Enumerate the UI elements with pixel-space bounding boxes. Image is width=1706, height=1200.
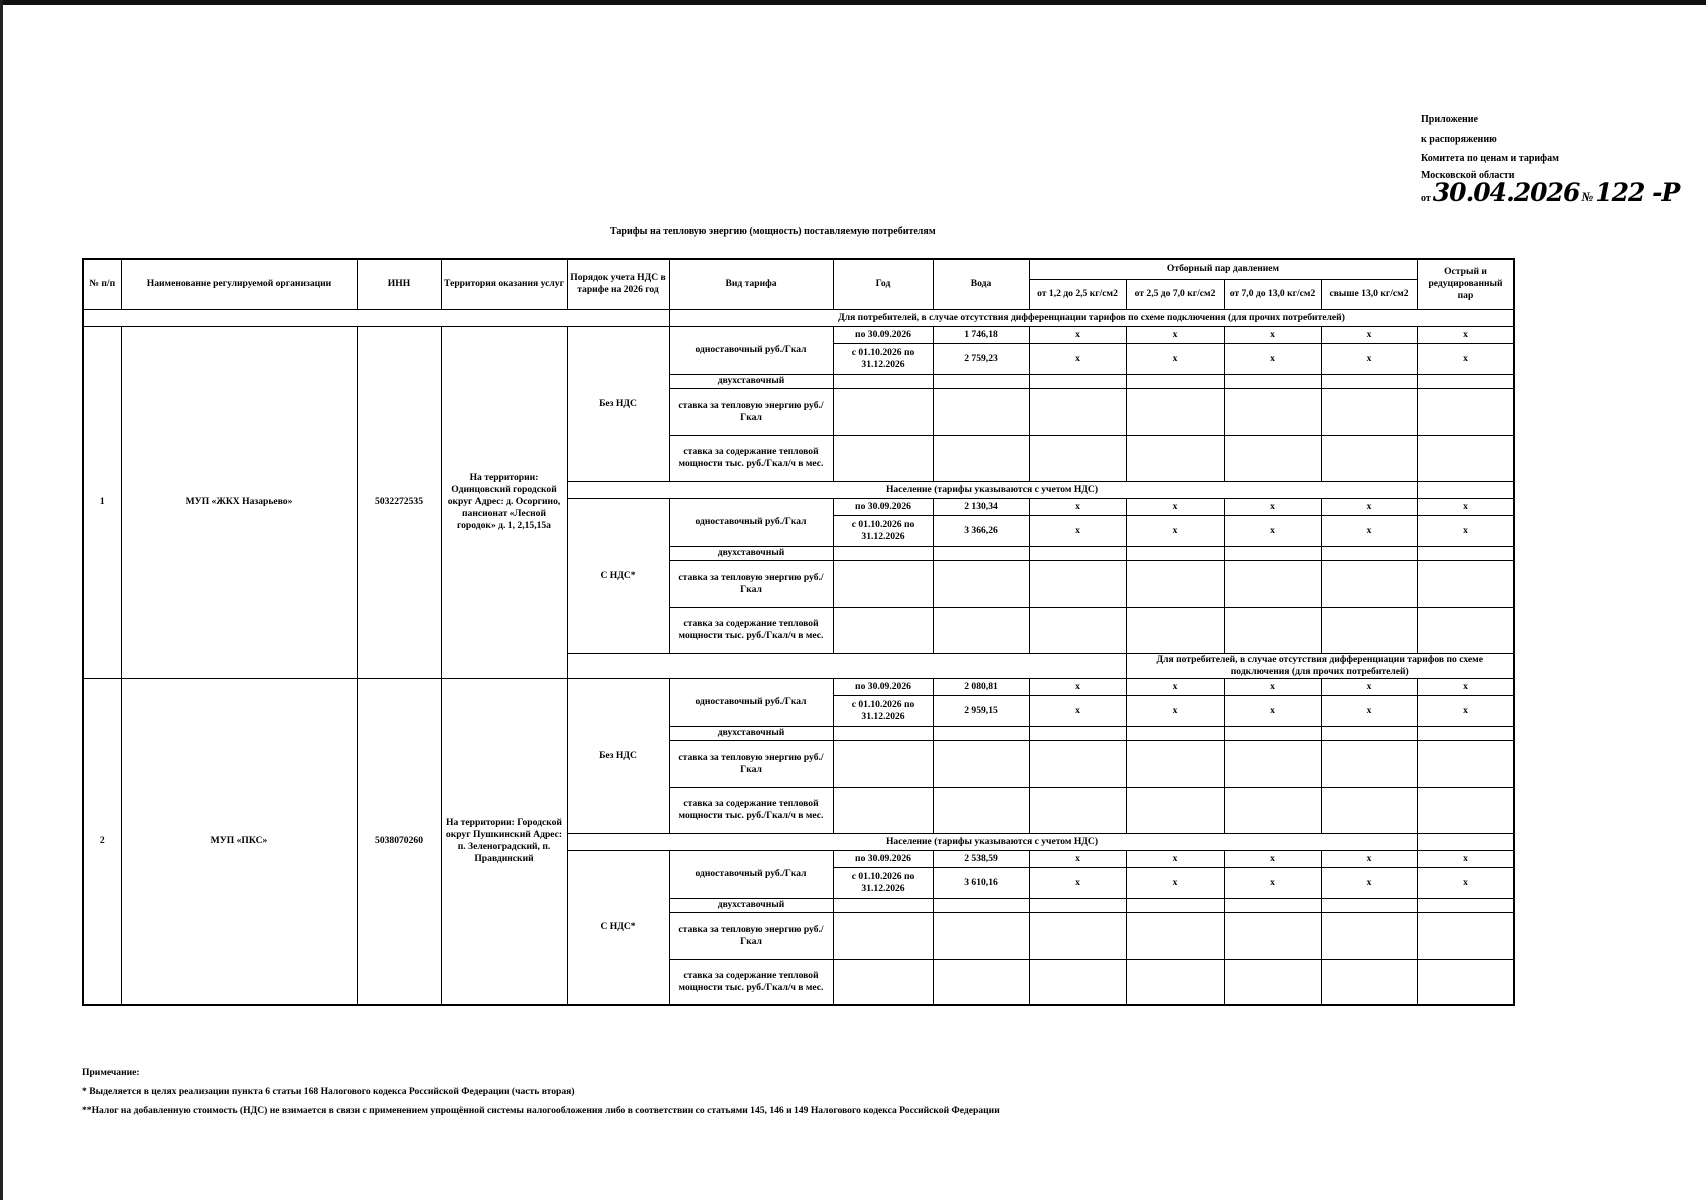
empty-cell bbox=[1029, 435, 1126, 481]
empty-cell bbox=[1029, 546, 1126, 560]
x-mark: х bbox=[1417, 326, 1514, 343]
x-mark: х bbox=[1321, 343, 1417, 374]
empty-cell bbox=[833, 959, 933, 1005]
one-rate-label: одноставочный руб./Гкал bbox=[669, 326, 833, 374]
header-steam-col: от 7,0 до 13,0 кг/см2 bbox=[1224, 279, 1321, 309]
org-name: МУП «ЖКХ Назарьево» bbox=[121, 326, 357, 678]
handwritten-date: 30.04.2026 bbox=[1432, 177, 1580, 207]
x-mark: х bbox=[1417, 498, 1514, 515]
empty-cell bbox=[1029, 959, 1126, 1005]
empty-cell bbox=[933, 388, 1029, 435]
empty-cell bbox=[1029, 607, 1126, 653]
empty-cell bbox=[933, 787, 1029, 833]
energy-rate-label: ставка за тепловую энергию руб./Гкал bbox=[669, 388, 833, 435]
empty-cell bbox=[1029, 740, 1126, 787]
number-sign: № bbox=[1581, 188, 1594, 204]
water-value: 1 746,18 bbox=[933, 326, 1029, 343]
section-population-label: Население (тарифы указываются с учетом НДС) bbox=[567, 833, 1417, 850]
header-steam-col: свыше 13,0 кг/см2 bbox=[1321, 279, 1417, 309]
period-1: по 30.09.2026 bbox=[833, 850, 933, 867]
header-territory: Территория оказания услуг bbox=[441, 259, 567, 309]
x-mark: х bbox=[1224, 326, 1321, 343]
empty-cell bbox=[1126, 388, 1224, 435]
empty-cell bbox=[1126, 959, 1224, 1005]
empty-cell bbox=[1126, 740, 1224, 787]
empty-cell bbox=[833, 374, 933, 388]
empty-cell bbox=[1126, 787, 1224, 833]
empty-cell bbox=[933, 546, 1029, 560]
empty-cell bbox=[1417, 787, 1514, 833]
empty-cell bbox=[1417, 959, 1514, 1005]
empty-cell bbox=[1417, 607, 1514, 653]
empty-cell bbox=[1126, 726, 1224, 740]
capacity-rate-label: ставка за содержание тепловой мощности тыс. руб./Гкал/ч в мес. bbox=[669, 787, 833, 833]
x-mark: х bbox=[1224, 867, 1321, 898]
x-mark: х bbox=[1224, 678, 1321, 695]
section-other-label: Для потребителей, в случае отсутствия дифференциации тарифов по схеме подключения (для прочих потребителей) bbox=[669, 309, 1514, 326]
empty-cell bbox=[933, 740, 1029, 787]
notes-block bbox=[82, 1063, 1000, 1120]
empty-cell bbox=[1321, 546, 1417, 560]
empty-cell bbox=[1321, 959, 1417, 1005]
period-1: по 30.09.2026 bbox=[833, 498, 933, 515]
x-mark: х bbox=[1321, 326, 1417, 343]
empty-cell bbox=[1224, 607, 1321, 653]
two-rate-label: двухставочный bbox=[669, 546, 833, 560]
empty-cell bbox=[1029, 787, 1126, 833]
handwritten-number: 122 -Р bbox=[1595, 177, 1680, 207]
period-2: с 01.10.2026 по 31.12.2026 bbox=[833, 867, 933, 898]
empty-cell bbox=[1126, 546, 1224, 560]
section-population-label: Население (тарифы указываются с учетом НДС) bbox=[567, 481, 1417, 498]
empty-cell bbox=[1029, 726, 1126, 740]
energy-rate-label: ставка за тепловую энергию руб./Гкал bbox=[669, 560, 833, 607]
water-value: 2 538,59 bbox=[933, 850, 1029, 867]
notes-title: Примечание: bbox=[82, 1067, 140, 1078]
empty-cell bbox=[833, 912, 933, 959]
empty-cell bbox=[1029, 898, 1126, 912]
org-inn: 5032272535 bbox=[357, 326, 441, 678]
empty-cell bbox=[1417, 726, 1514, 740]
empty-cell bbox=[1029, 374, 1126, 388]
appendix-line-4: Московской области bbox=[1421, 169, 1515, 181]
tariff-row-novat-p1 bbox=[83, 678, 1514, 695]
x-mark: х bbox=[1321, 695, 1417, 726]
x-mark: х bbox=[1224, 695, 1321, 726]
x-mark: х bbox=[1126, 498, 1224, 515]
period-2: с 01.10.2026 по 31.12.2026 bbox=[833, 515, 933, 546]
x-mark: х bbox=[1321, 515, 1417, 546]
x-mark: х bbox=[1029, 326, 1126, 343]
org-name: МУП «ПКС» bbox=[121, 678, 357, 1005]
empty-cell bbox=[933, 898, 1029, 912]
header-row bbox=[83, 259, 1514, 279]
empty-cell bbox=[833, 787, 933, 833]
header-sharp-steam: Острый и редуцированный пар bbox=[1417, 259, 1514, 309]
empty-cell bbox=[1126, 607, 1224, 653]
empty-cell bbox=[833, 607, 933, 653]
x-mark: х bbox=[1029, 678, 1126, 695]
empty-cell bbox=[1126, 898, 1224, 912]
water-value: 2 080,81 bbox=[933, 678, 1029, 695]
x-mark: х bbox=[1321, 867, 1417, 898]
empty-cell bbox=[1321, 726, 1417, 740]
empty-cell bbox=[833, 435, 933, 481]
empty-cell bbox=[1321, 787, 1417, 833]
empty-cell bbox=[833, 726, 933, 740]
empty-cell bbox=[1321, 898, 1417, 912]
empty-cell bbox=[1321, 607, 1417, 653]
x-mark: х bbox=[1417, 695, 1514, 726]
x-mark: х bbox=[1321, 850, 1417, 867]
capacity-rate-label: ставка за содержание тепловой мощности тыс. руб./Гкал/ч в мес. bbox=[669, 607, 833, 653]
empty-cell bbox=[933, 607, 1029, 653]
appendix-line-2: к распоряжению bbox=[1421, 133, 1497, 145]
scan-left-border bbox=[0, 0, 3, 1200]
header-num: № п/п bbox=[83, 259, 121, 309]
empty-cell bbox=[1224, 959, 1321, 1005]
appendix-block bbox=[1421, 110, 1679, 209]
empty-cell bbox=[1321, 912, 1417, 959]
section-blank bbox=[567, 653, 1126, 678]
empty-cell bbox=[1417, 898, 1514, 912]
empty-cell bbox=[1321, 740, 1417, 787]
section-other-row bbox=[83, 309, 1514, 326]
x-mark: х bbox=[1126, 326, 1224, 343]
x-mark: х bbox=[1029, 498, 1126, 515]
empty-cell bbox=[1224, 388, 1321, 435]
empty-cell bbox=[1126, 374, 1224, 388]
energy-rate-label: ставка за тепловую энергию руб./Гкал bbox=[669, 912, 833, 959]
scan-top-border bbox=[0, 0, 1706, 5]
period-1: по 30.09.2026 bbox=[833, 326, 933, 343]
two-rate-label: двухставочный bbox=[669, 374, 833, 388]
empty-cell bbox=[933, 435, 1029, 481]
energy-rate-label: ставка за тепловую энергию руб./Гкал bbox=[669, 740, 833, 787]
org-number: 1 bbox=[83, 326, 121, 678]
empty-cell bbox=[1224, 374, 1321, 388]
empty-cell bbox=[833, 740, 933, 787]
empty-cell bbox=[1321, 560, 1417, 607]
water-value: 2 759,23 bbox=[933, 343, 1029, 374]
one-rate-label: одноставочный руб./Гкал bbox=[669, 850, 833, 898]
header-org: Наименование регулируемой организации bbox=[121, 259, 357, 309]
empty-cell bbox=[933, 374, 1029, 388]
x-mark: х bbox=[1417, 343, 1514, 374]
empty-cell bbox=[1224, 912, 1321, 959]
x-mark: х bbox=[1126, 678, 1224, 695]
capacity-rate-label: ставка за содержание тепловой мощности тыс. руб./Гкал/ч в мес. bbox=[669, 435, 833, 481]
appendix-line-3: Комитета по ценам и тарифам bbox=[1421, 153, 1559, 164]
x-mark: х bbox=[1224, 850, 1321, 867]
tariff-row-novat-p1 bbox=[83, 326, 1514, 343]
x-mark: х bbox=[1417, 867, 1514, 898]
appendix-date-line bbox=[1421, 177, 1680, 209]
empty-cell bbox=[1417, 546, 1514, 560]
empty-cell bbox=[833, 898, 933, 912]
period-2: с 01.10.2026 по 31.12.2026 bbox=[833, 343, 933, 374]
empty-cell bbox=[833, 388, 933, 435]
header-steam-col: от 2,5 до 7,0 кг/см2 bbox=[1126, 279, 1224, 309]
x-mark: х bbox=[1417, 678, 1514, 695]
x-mark: х bbox=[1126, 515, 1224, 546]
date-prefix: от bbox=[1421, 192, 1431, 204]
x-mark: х bbox=[1126, 343, 1224, 374]
vat-order-cell: Без НДС bbox=[567, 326, 669, 481]
x-mark: х bbox=[1029, 867, 1126, 898]
x-mark: х bbox=[1029, 343, 1126, 374]
x-mark: х bbox=[1126, 850, 1224, 867]
empty-cell bbox=[1029, 912, 1126, 959]
one-rate-label: одноставочный руб./Гкал bbox=[669, 498, 833, 546]
x-mark: х bbox=[1417, 515, 1514, 546]
empty-cell bbox=[1224, 435, 1321, 481]
header-tariff-kind: Вид тарифа bbox=[669, 259, 833, 309]
empty-cell bbox=[1417, 388, 1514, 435]
x-mark: х bbox=[1224, 515, 1321, 546]
empty-cell bbox=[1029, 560, 1126, 607]
header-water: Вода bbox=[933, 259, 1029, 309]
capacity-rate-label: ставка за содержание тепловой мощности тыс. руб./Гкал/ч в мес. bbox=[669, 959, 833, 1005]
x-mark: х bbox=[1029, 515, 1126, 546]
x-mark: х bbox=[1417, 850, 1514, 867]
empty-cell bbox=[1224, 546, 1321, 560]
empty-cell bbox=[1417, 740, 1514, 787]
empty-cell bbox=[933, 912, 1029, 959]
empty-cell bbox=[933, 726, 1029, 740]
empty-cell bbox=[1126, 560, 1224, 607]
empty-cell bbox=[1224, 787, 1321, 833]
x-mark: х bbox=[1321, 678, 1417, 695]
header-steam-col: от 1,2 до 2,5 кг/см2 bbox=[1029, 279, 1126, 309]
x-mark: х bbox=[1224, 343, 1321, 374]
empty-cell bbox=[1321, 435, 1417, 481]
water-value: 3 610,16 bbox=[933, 867, 1029, 898]
x-mark: х bbox=[1321, 498, 1417, 515]
x-mark: х bbox=[1126, 867, 1224, 898]
empty-cell bbox=[1417, 435, 1514, 481]
header-steam-group: Отборный пар давлением bbox=[1029, 259, 1417, 279]
empty-cell bbox=[1126, 435, 1224, 481]
document-title: Тарифы на тепловую энергию (мощность) поставляемую потребителям bbox=[610, 226, 936, 237]
empty-cell bbox=[1224, 560, 1321, 607]
vat-order-cell: С НДС* bbox=[567, 498, 669, 653]
water-value: 3 366,26 bbox=[933, 515, 1029, 546]
two-rate-label: двухставочный bbox=[669, 898, 833, 912]
header-year: Год bbox=[833, 259, 933, 309]
section-blank bbox=[83, 309, 669, 326]
empty-cell bbox=[833, 560, 933, 607]
empty-cell bbox=[1224, 726, 1321, 740]
x-mark: х bbox=[1126, 695, 1224, 726]
empty-cell bbox=[1417, 560, 1514, 607]
header-inn: ИНН bbox=[357, 259, 441, 309]
empty-cell bbox=[1417, 374, 1514, 388]
appendix-line-1: Приложение bbox=[1421, 114, 1478, 125]
empty-cell bbox=[1224, 898, 1321, 912]
one-rate-label: одноставочный руб./Гкал bbox=[669, 678, 833, 726]
vat-order-cell: Без НДС bbox=[567, 678, 669, 833]
x-mark: х bbox=[1029, 695, 1126, 726]
empty-cell bbox=[1224, 740, 1321, 787]
org-territory: На территории: Городской округ Пушкинский Адрес: п. Зеленоградский, п. Правдинский bbox=[441, 678, 567, 1005]
empty-cell bbox=[933, 959, 1029, 1005]
org-inn: 5038070260 bbox=[357, 678, 441, 1005]
empty-cell bbox=[933, 560, 1029, 607]
org-territory: На территории: Одинцовский городской округ Адрес: д. Осоргино, пансионат «Лесной городок» д. 1, 2,15,15а bbox=[441, 326, 567, 678]
org-number: 2 bbox=[83, 678, 121, 1005]
empty-cell bbox=[1126, 912, 1224, 959]
tariff-table bbox=[82, 258, 1515, 1006]
section-other-label: Для потребителей, в случае отсутствия дифференциации тарифов по схеме подключения (для прочих потребителей) bbox=[1126, 653, 1514, 678]
empty-cell bbox=[1417, 912, 1514, 959]
x-mark: х bbox=[1224, 498, 1321, 515]
water-value: 2 959,15 bbox=[933, 695, 1029, 726]
period-1: по 30.09.2026 bbox=[833, 678, 933, 695]
water-value: 2 130,34 bbox=[933, 498, 1029, 515]
empty-cell bbox=[1029, 388, 1126, 435]
empty-cell bbox=[1321, 374, 1417, 388]
two-rate-label: двухставочный bbox=[669, 726, 833, 740]
x-mark: х bbox=[1029, 850, 1126, 867]
empty-cell bbox=[1321, 388, 1417, 435]
note-1: * Выделяется в целях реализации пункта 6 статьи 168 Налогового кодекса Российской Федерации (часть вторая) bbox=[82, 1086, 575, 1097]
period-2: с 01.10.2026 по 31.12.2026 bbox=[833, 695, 933, 726]
header-vat-order: Порядок учета НДС в тарифе на 2026 год bbox=[567, 259, 669, 309]
empty-cell bbox=[833, 546, 933, 560]
vat-order-cell: С НДС* bbox=[567, 850, 669, 1005]
note-2: **Налог на добавленную стоимость (НДС) не взимается в связи с применением упрощённой системы налогообложения либо в соответствии со статьями 145, 146 и 149 Налогового кодекса Российской Федерации bbox=[82, 1105, 1000, 1116]
